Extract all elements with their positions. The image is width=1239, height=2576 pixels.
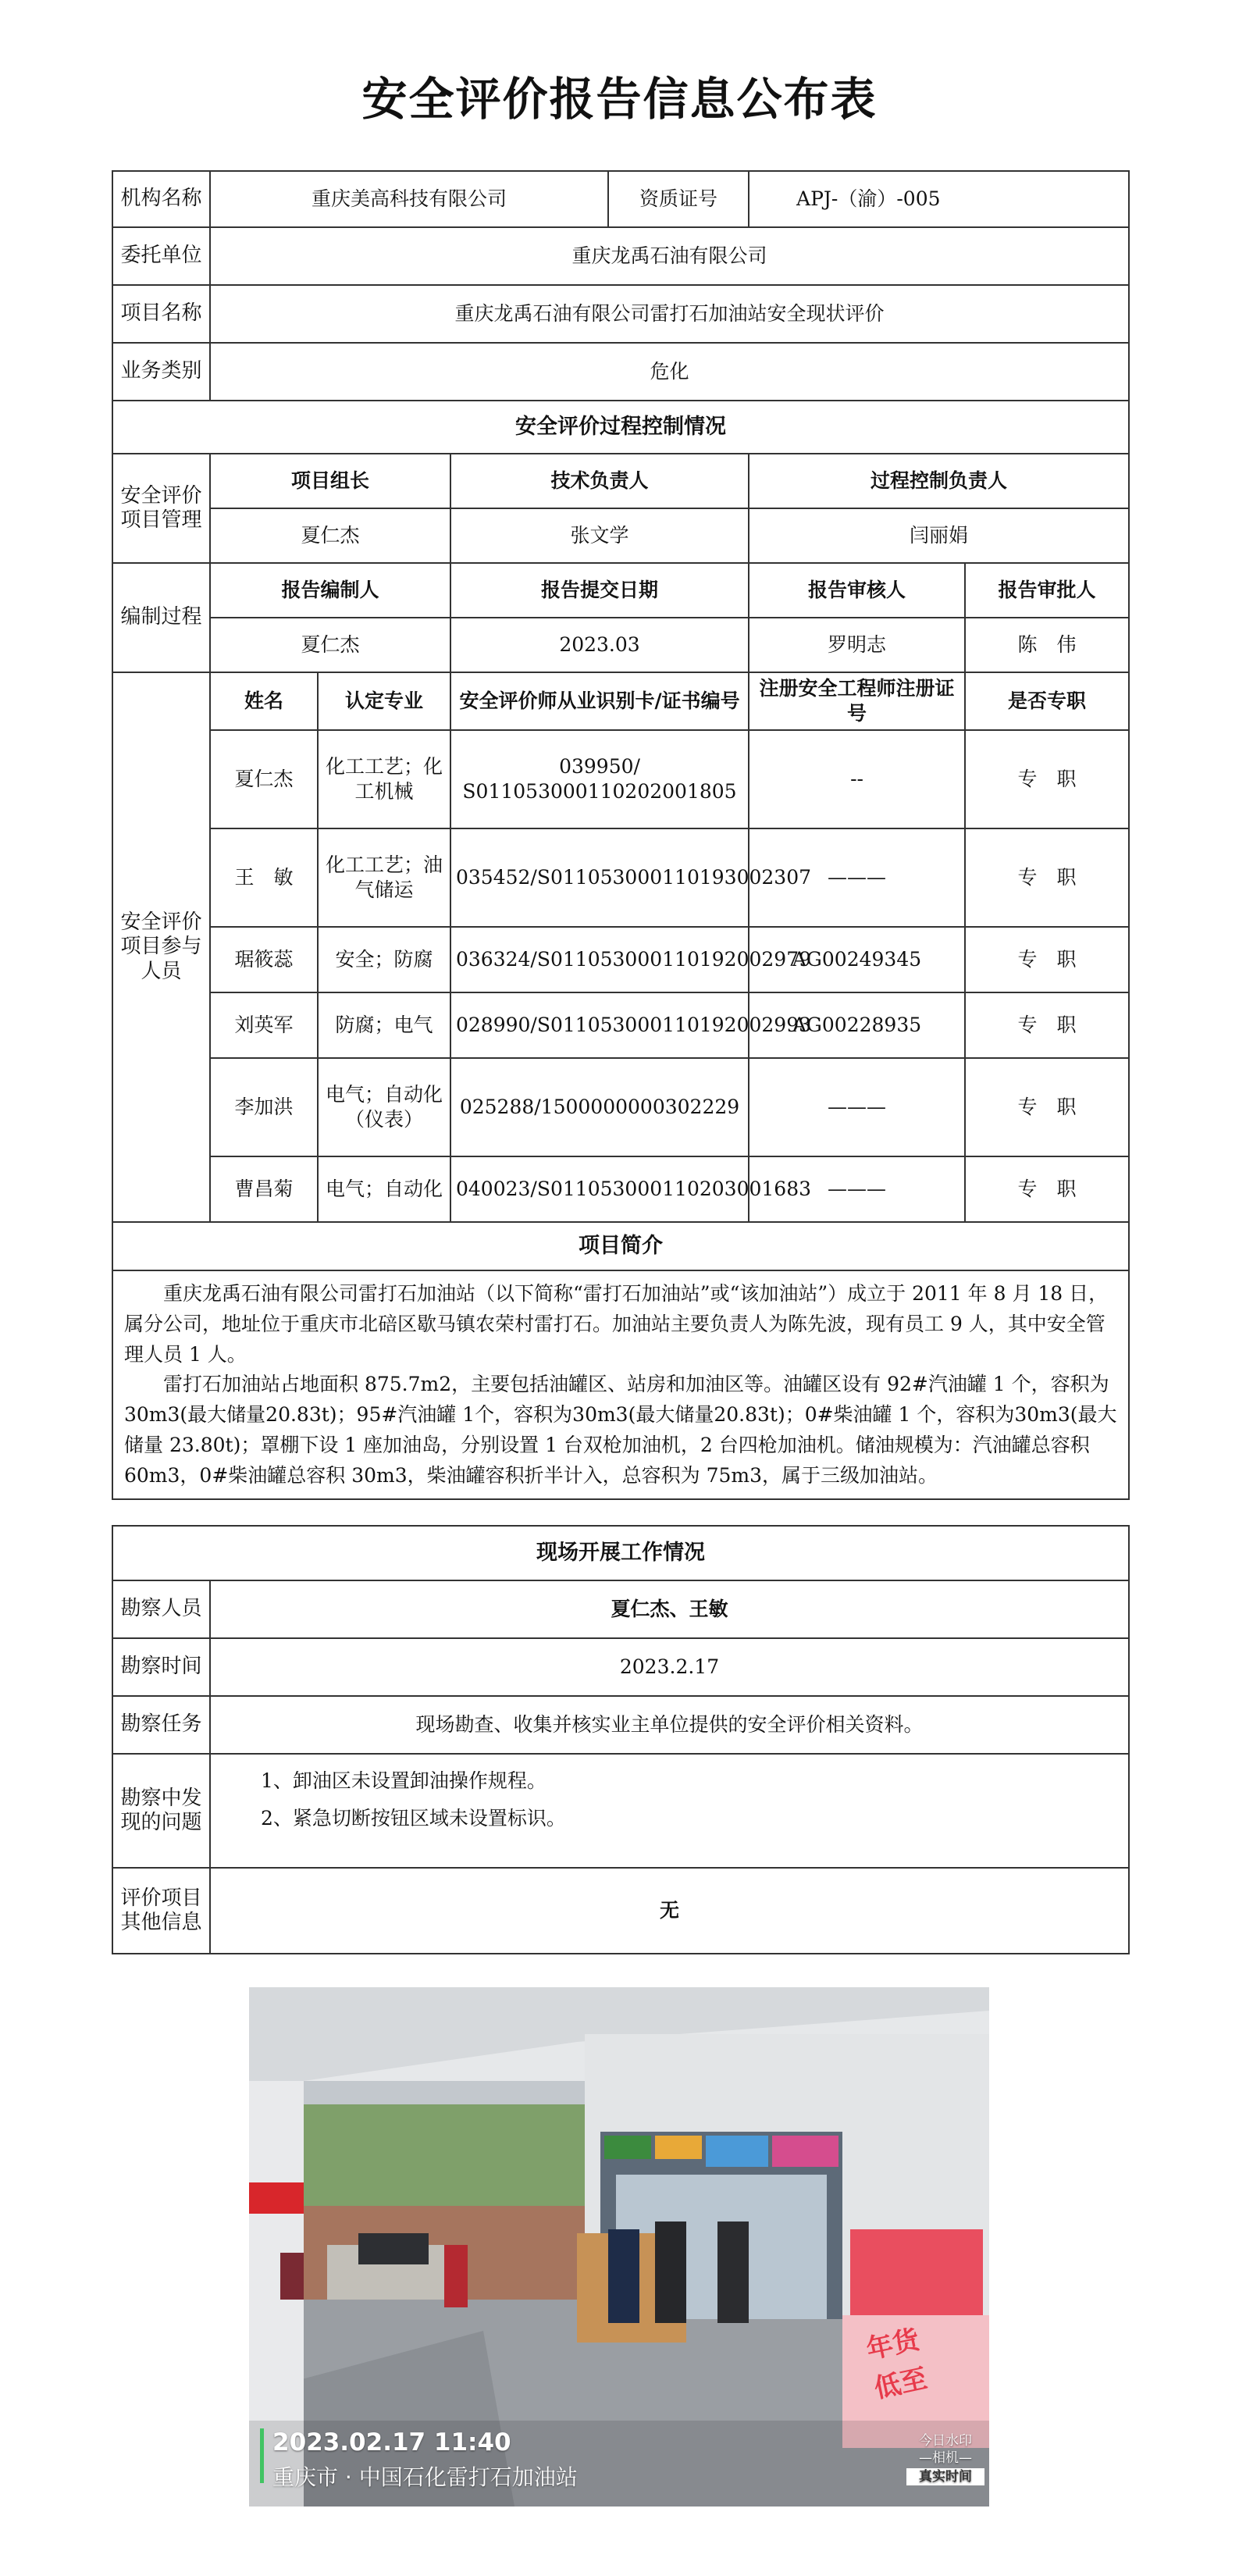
staff-name: 王 敏 [210,828,318,927]
staff-name: 刘英军 [210,992,318,1058]
table-row [112,730,1129,828]
ctrl-value: 闫丽娟 [749,508,1129,563]
staff-major: 化工工艺；化工机械 [318,730,450,828]
staff-fulltime: 专 职 [965,1156,1129,1222]
staff-major: 电气；自动化 [318,1156,450,1222]
process-section-title: 安全评价过程控制情况 [112,401,1129,454]
field-table [112,1525,1130,1954]
staff-header-fulltime: 是否专职 [965,672,1129,730]
leader-header: 项目组长 [210,454,450,508]
table-row [112,1058,1129,1156]
staff-fulltime: 专 职 [965,1058,1129,1156]
page-title: 安全评价报告信息公布表 [361,73,878,126]
biz-label: 业务类别 [112,343,210,401]
staff-card: 036324/S011053000110192002979 [450,927,749,992]
field-other-label: 评价项目其他信息 [112,1868,210,1954]
list-item: 1、卸油区未设置卸油操作规程。 [261,1769,547,1792]
staff-reg: AG00228935 [749,992,965,1058]
leader-value: 夏仁杰 [210,508,450,563]
staff-card: 039950/ S011053000110202001805 [450,730,749,828]
staff-major: 电气；自动化（仪表） [318,1058,450,1156]
intro-paragraph-1: 重庆龙禹石油有限公司雷打石加油站（以下简称“雷打石加油站”或“该加油站”）成立于 2011 年 8 月 18 日，属分公司，地址位于重庆市北碚区歇马镇农荣村雷打石。加油站主要负责人为陈先波，现有员工 9 人，其中安全管理人员 1 人。 [124,1282,1109,1366]
staff-fulltime: 专 职 [965,730,1129,828]
client-value: 重庆龙禹石油有限公司 [210,227,1129,285]
org-value: 重庆美高科技有限公司 [210,171,608,227]
photo-location: 重庆市 · 中国石化雷打石加油站 [272,2464,578,2490]
cert-label: 资质证号 [608,171,749,227]
table-row [112,828,1129,927]
staff-reg: ——— [749,828,965,927]
date-header: 报告提交日期 [450,563,749,618]
project-label: 项目名称 [112,285,210,343]
field-task-value: 现场勘查、收集并核实业主单位提供的安全评价相关资料。 [210,1696,1129,1754]
staff-reg: -- [749,730,965,828]
staff-name: 李加洪 [210,1058,318,1156]
staff-fulltime: 专 职 [965,927,1129,992]
table-row [112,992,1129,1058]
staff-card: 025288/1500000000302229 [450,1058,749,1156]
staff-card: 028990/S011053000110192002993 [450,992,749,1058]
staff-major: 安全；防腐 [318,927,450,992]
staff-fulltime: 专 职 [965,992,1129,1058]
staff-header-name: 姓名 [210,672,318,730]
field-issues-list [210,1754,1129,1868]
watermark-line-3: 真实时间 [906,2468,984,2485]
intro-section-title: 项目简介 [112,1222,1129,1270]
table-row [112,1156,1129,1222]
watermark-line-1: 今日水印 [919,2433,972,2449]
field-staff-label: 勘察人员 [112,1580,210,1638]
project-value: 重庆龙禹石油有限公司雷打石加油站安全现状评价 [210,285,1129,343]
staff-major: 化工工艺；油气储运 [318,828,450,927]
staff-header-reg: 注册安全工程师注册证号 [749,672,965,730]
intro-paragraph-2: 雷打石加油站占地面积 875.7m2，主要包括油罐区、站房和加油区等。油罐区设有 92#汽油罐 1 个，容积为30m3(最大储量20.83t)；95#汽油罐 1个，容积为30m3(最大储量20.83t)；0#柴油罐 1 个，容积为30m3(最大储量 23.80t)；罩棚下设 1 座加油岛，分别设置 1 台双枪加油机，2 台四枪加油机。储油规模为：汽油罐总容积 60m3，0#柴油罐总容积 30m3，柴油罐容积折半计入，总容积为 75m3，属于三级加油站。 [124,1373,1117,1487]
staff-name: 曹昌菊 [210,1156,318,1222]
staff-card: 035452/S011053000110193002307 [450,828,749,927]
compile-label: 编制过程 [112,563,210,672]
staff-label: 安全评价项目参与人员 [112,672,210,1222]
date-value: 2023.03 [450,618,749,672]
photo-banner-2: 低至 [871,2363,931,2405]
author-header: 报告编制人 [210,563,450,618]
photo-datetime: 2023.02.17 11:40 [272,2428,511,2457]
field-time-value: 2023.2.17 [210,1638,1129,1696]
info-table [112,170,1130,1500]
reviewer-value: 罗明志 [749,618,965,672]
mgmt-label: 安全评价项目管理 [112,454,210,563]
staff-reg: AG00249345 [749,927,965,992]
field-issues-label: 勘察中发现的问题 [112,1754,210,1868]
watermark-line-2: —相机— [919,2450,972,2467]
photo-banner: 年货 [863,2324,923,2366]
field-task-label: 勘察任务 [112,1696,210,1754]
field-time-label: 勘察时间 [112,1638,210,1696]
ctrl-header: 过程控制负责人 [749,454,1129,508]
staff-header-card: 安全评价师从业识别卡/证书编号 [450,672,749,730]
org-label: 机构名称 [112,171,210,227]
approver-value: 陈 伟 [965,618,1129,672]
staff-reg: ——— [749,1156,965,1222]
client-label: 委托单位 [112,227,210,285]
biz-value: 危化 [210,343,1129,401]
intro-body [112,1270,1129,1499]
staff-card: 040023/S011053000110203001683 [450,1156,749,1222]
tech-value: 张文学 [450,508,749,563]
approver-header: 报告审批人 [965,563,1129,618]
reviewer-header: 报告审核人 [749,563,965,618]
tech-header: 技术负责人 [450,454,749,508]
staff-major: 防腐；电气 [318,992,450,1058]
site-photo [249,1987,989,2507]
list-item: 2、紧急切断按钮区域未设置标识。 [261,1806,566,1830]
field-other-value: 无 [210,1868,1129,1954]
table-row [112,927,1129,992]
staff-header-major: 认定专业 [318,672,450,730]
staff-name: 琚筱蕊 [210,927,318,992]
field-section-title: 现场开展工作情况 [112,1526,1129,1580]
photo-watermark [906,2432,984,2485]
author-value: 夏仁杰 [210,618,450,672]
cert-value: APJ-（渝）-005 [749,171,1129,227]
field-staff-value: 夏仁杰、王敏 [210,1580,1129,1638]
staff-name: 夏仁杰 [210,730,318,828]
staff-fulltime: 专 职 [965,828,1129,927]
staff-reg: ——— [749,1058,965,1156]
